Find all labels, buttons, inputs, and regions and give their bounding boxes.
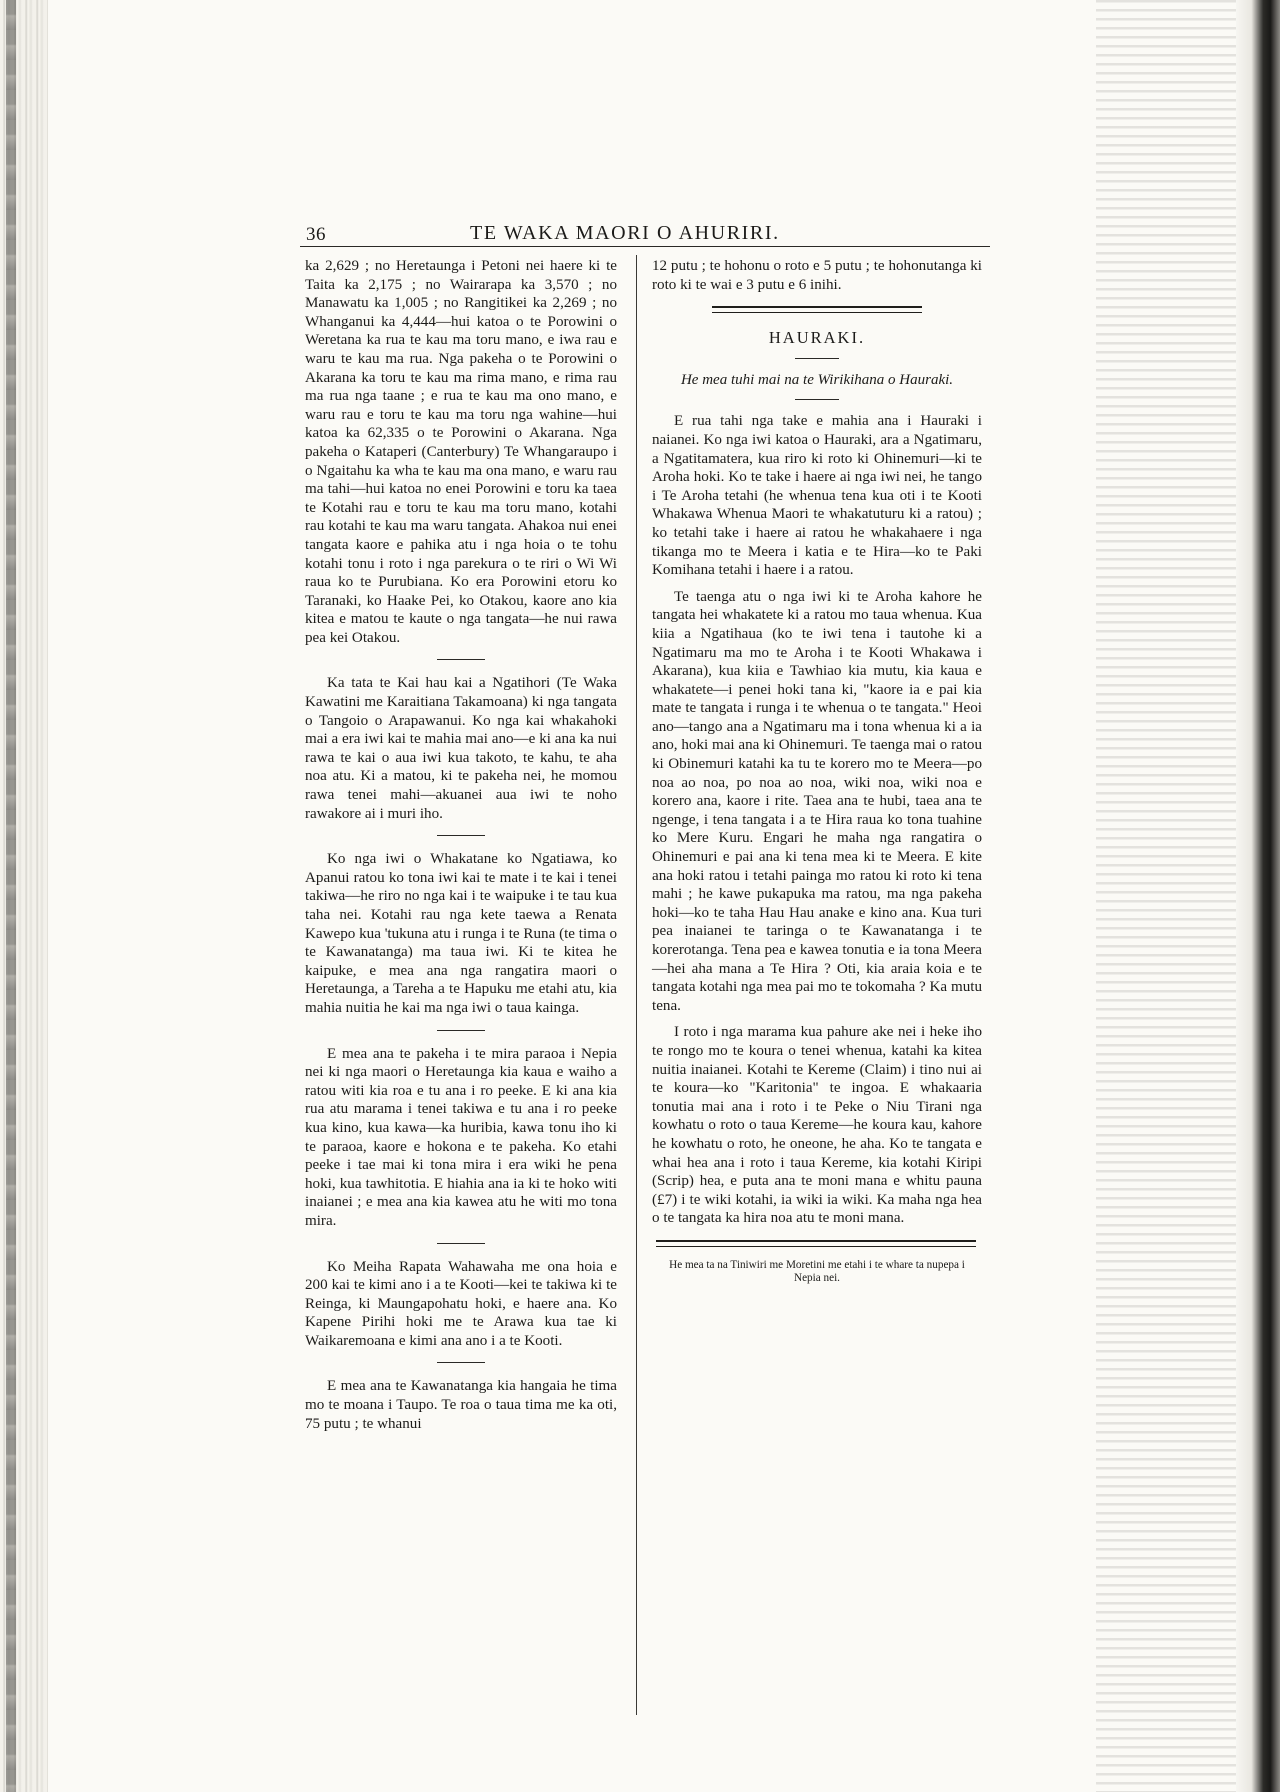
article-paragraph: Ko nga iwi o Whakatane ko Ngatiawa, ko Apanui ratou ko tona iwi kai te mate i te kai i tenei takiwa—he riro no nga kai i te waipuke i te tau kua taha nei. Kotahi rau nga kete taewa a Renata Kawepo kua 'tukuna atu i runga i te Runa (te tima o te Kawanatanga) ma taua iwi. Ki te kitea he kaipuke, e mea ana nga rangatira maori o Heretaunga, a Tareha a te Hapuku me etahi atu, kia mahia nuitia he kai ma nga iwi o taua kainga. [305,851,617,1016]
section-title: HAURAKI. [768,328,866,348]
newspaper-page [300,212,990,1737]
separator-rule [437,659,485,660]
scan-right-edge [1236,0,1280,1792]
page-number: 36 [306,224,326,245]
section-double-rule [712,306,922,313]
column-divider [636,255,637,1715]
running-title: TE WAKA MAORI O AHURIRI. [470,222,780,244]
article-paragraph: 12 putu ; te hohonu o roto e 5 putu ; te hohonutanga ki roto ki te wai e 3 putu e 6 inihi. [652,258,982,293]
separator-rule [795,399,839,400]
article-paragraph: E rua tahi nga take e mahia ana i Hauraki i naianei. Ko nga iwi katoa o Hauraki, ara a Ngatimaru, a Ngatitamatera, kua riro ki roto ki Ohinemuri—ki te Aroha hoki. Ko te take i haere ai nga iwi nei, he tango i Te Aroha tetahi (he whenua tena kua oti i te Kooti Whakawa Whenua Maori te whakatuturu ki a ratou) ; ko tetahi take i haere ai ratou he whakahaere i nga tikanga mo te Meera i katia e te Hira—ko te Paki Komihana tetahi i haere i a ratou. [652,413,982,579]
separator-rule [437,835,485,836]
separator-rule [437,1030,485,1031]
separator-rule [437,1362,485,1363]
page-header [300,212,990,247]
scan-left-edge [0,0,48,1792]
article-paragraph: E mea ana te Kawanatanga kia hangaia he tima mo te moana i Taupo. Te roa o taua tima me ka oti, 75 putu ; te whanui [305,1378,617,1432]
article-paragraph: I roto i nga marama kua pahure ake nei i heke iho te rongo mo te koura o tenei whenua, katahi ka kitea nuitia inaianei. Kotahi te Kereme (Claim) i tino nui ai te koura—ko "Karitonia" te ingoa. E whakaaria tonutia mai ana i roto i te Peke o Niu Tirani nga kowhatu o roto o taua Kereme—he koura kau, kahore he kowhatu o roto, he oneone, he aha. Ko te tangata e whai hea ana i roto i taua Kereme, kia kotahi Kiripi (Scrip) hea, e puta ana te moni mana e whitu pauna (£7) i te wiki kotahi, ia wiki ia wiki. Ka maha nga hea o te tangata ka hira noa atu te moni mana. [652,1024,982,1227]
article-paragraph: Ko Meiha Rapata Wahawaha me ona hoia e 200 kai te kimi ano i a te Kooti—kei te takiwa ki te Reinga, ki Maungapohatu hoki, e haere ana. Ko Kapene Pirihi hoki me te Arawa kua tae ki Waikaremoana e kimi ana ano i a te Kooti. [305,1258,617,1349]
columns [300,257,990,1737]
article-paragraph: Te taenga atu o nga iwi ki te Aroha kahore he tangata hei whakatete ki a ratou mo taua whenua. Kua kiia a Ngatihaua (ko te iwi tena i tautohe ki a Ngatimaru ma mo te Aroha i te Kooti Whakawa i Akarana), kua kiia e Tawhiao kia mutu, kia kaua e whakatete—i penei hoki tana ki, "kaore ia e pai kia mate te tangata i runga i te whenua o te tangata." Heoi ano—tango ana a Ngatimaru ma i tona whenua ki a ia ano, hoki mai ana ki Ohinemuri. Te taenga mai o ratou ki Obinemuri katahi ka tu te korero mo te Meera—po noa ao noa, po noa ao noa, wiki noa, wiki noa e korero ana, kaore i rite. Taea ana te hubi, taea ana te ngenge, i tena tangata i a te Hira raua ko tona tuahine ko Mere Kuru. Engari he maha nga rangatira o Ohinemuri e pai ana ki tena mea ki te Meera. E kite ana hoki ratou i tetahi painga mo ratou ki roto ki tena mahi ; he kawe pukapuka ma ratou, ma nga pakeha hoki—ko te taha Hau Hau anake e kino ana. Kua turi pea inaianei te taringa o te Kawanatanga i te korerotanga. Tena pea e kawea tonutia e ia tona Meera—hei aha mana a Te Hira ? Oti, kia araia koia e te tangata kotahi nga mea pai mo te tokomaha ? Ka mutu tena. [652,588,982,1014]
article-paragraph: ka 2,629 ; no Heretaunga i Petoni nei haere ki te Taita ka 2,175 ; no Wairarapa ka 3,570 ; no Manawatu ka 1,005 ; no Rangitikei ka 2,269 ; no Whanganui ka 4,444—hui katoa o te Porowini o Weretana ka rua te kau ma toru mano, e iwa rau e waru te kau ma rua. Nga pakeha o te Porowini o Akarana ka toru te kau ma rima mano, e rima rau ma rua nga taane ; e rua te kau ma ono mano, e waru rau e toru te kau ma toru nga wahine—hui katoa ka 62,335 o te Porowini o Akarana. Nga pakeha o Kataperi (Canterbury) Te Whangaraupo i o Ngaitahu ka wha te kau ma ona mano, e waru rau ma tahi—hui katoa no enei Porowini e toru ka taea te Kotahi rau e toru te kau ma toru mano, kotahi rau kotahi te kau ma waru tangata. Ahakoa nui enei tangata kaore e pahika atu i nga hoia o te tohu kotahi tonu i roto i nga parekura o te riri o Wi Wi raua ko te Purubiana. Ko era Porowini etoru ko Taranaki, ko Haake Pei, ko Otakou, kaore ano kia kitea e matou te kaute o nga tangata—he nui rawa pea kei Otakou. [305,258,617,646]
article-paragraph: E mea ana te pakeha i te mira paraoa i Nepia nei ki nga maori o Heretaunga kia kaua e waiho a ratou witi kia roa e tu ana i ro peeke. E ki ana kia rua atu marama i tenei takiwa e tu ana i ro peeke kua kino, kua kawa—ka huribia, kawa tonu iho ki te paraoa, kaore e hokona e te pakeha. Ko etahi peeke i tae mai ki tona mira i era wiki he pena hoki, kua tawhitotia. E hiahia ana ia ki te hoko witi inaianei ; e mea ana kia kawea atu he witi mo tona mira. [305,1045,617,1229]
left-column [305,257,617,1433]
section-subtitle: He mea tuhi mai na te Wirikihana o Hauraki. [680,371,954,388]
separator-rule [437,1243,485,1244]
footer-double-rule [656,1240,976,1247]
article-paragraph: Ka tata te Kai hau kai a Ngatihori (Te Waka Kawatini me Karaitiana Takamoana) ki nga tangata o Tangoio o Arapawanui. Ko nga kai whakahoki mai a era iwi kai te mahia mai ano—e ki ana ka nui rawa te kai o aua iwi kua takoto, te kahu, te aha noa atu. Ki a matou, ki te pakeha nei, he momou rawa tenei mahi—akuanei aua iwi te noho rawakore ai i muri iho. [305,675,617,822]
right-column [652,257,982,1285]
separator-rule [795,358,839,359]
printer-imprint: He mea ta na Tiniwiri me Moretini me etahi i te whare ta nupepa i Nepia nei. [669,1258,965,1284]
